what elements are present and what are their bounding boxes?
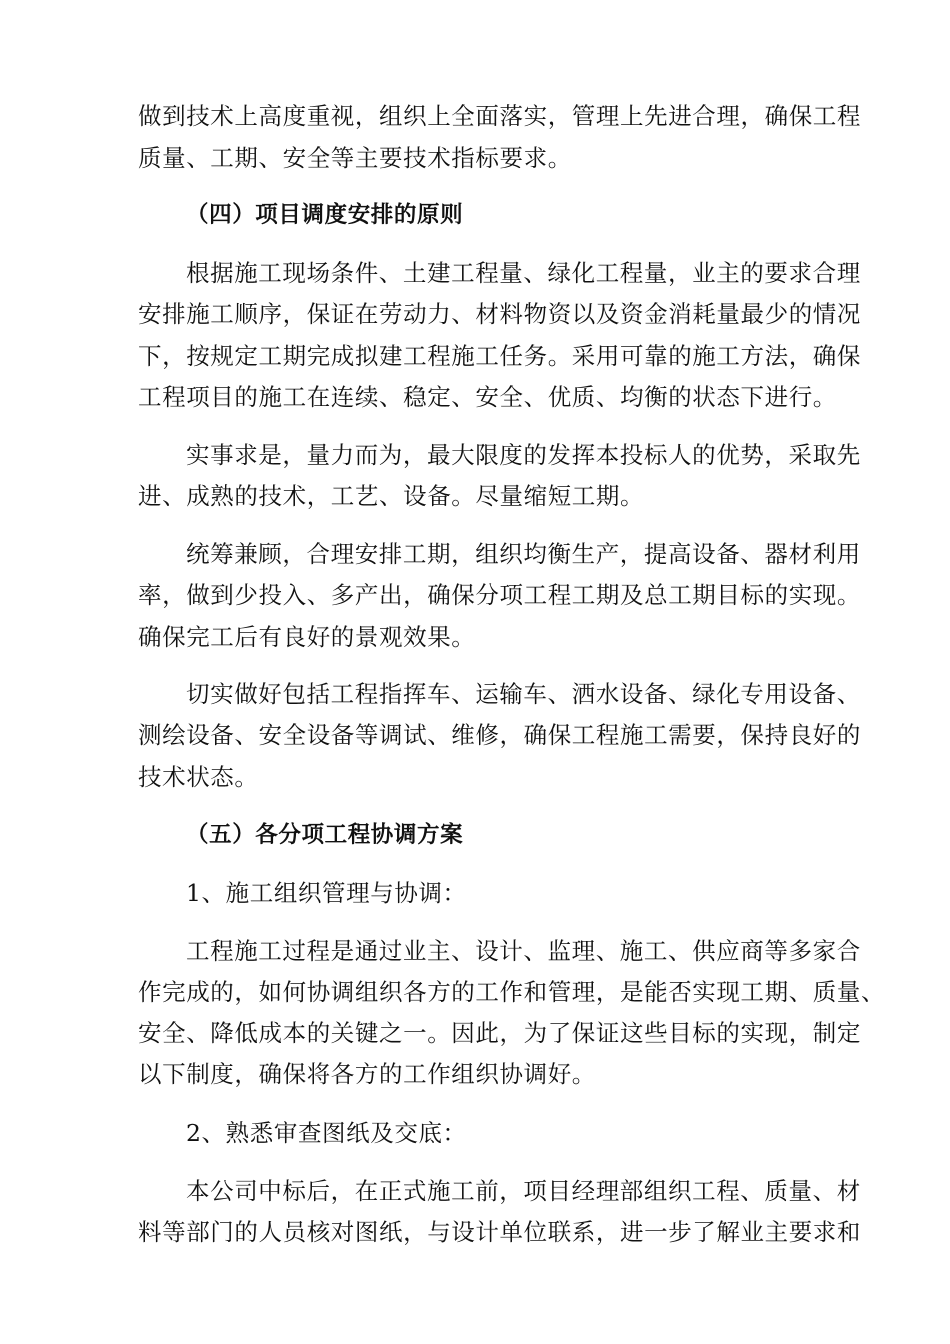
text-line: 切实做好包括工程指挥车、运输车、洒水设备、绿化专用设备、	[186, 680, 861, 708]
text-line: 料等部门的人员核对图纸，与设计单位联系，进一步了解业主要求和	[138, 1218, 861, 1246]
section-heading-4: （四）项目调度安排的原则	[186, 202, 464, 228]
text-line: 质量、工期、安全等主要技术指标要求。	[138, 144, 572, 172]
subheading-2: 2、熟悉审查图纸及交底：	[186, 1119, 467, 1147]
text-line: 安全、降低成本的关键之一。因此，为了保证这些目标的实现，制定	[138, 1019, 861, 1047]
section-heading-5: （五）各分项工程协调方案	[186, 822, 464, 848]
text-line: 测绘设备、安全设备等调试、维修，确保工程施工需要，保持良好的	[138, 721, 861, 749]
text-line: 根据施工现场条件、土建工程量、绿化工程量，业主的要求合理	[186, 259, 861, 287]
text-line: 实事求是，量力而为，最大限度的发挥本投标人的优势，采取先	[186, 441, 861, 469]
text-line: 确保完工后有良好的景观效果。	[138, 623, 476, 651]
text-line: 统筹兼顾，合理安排工期，组织均衡生产，提高设备、器材利用	[186, 540, 861, 568]
subheading-1: 1、施工组织管理与协调：	[186, 879, 467, 907]
text-line: 安排施工顺序，保证在劳动力、材料物资以及资金消耗量最少的情况	[138, 300, 861, 328]
text-line: 工程施工过程是通过业主、设计、监理、施工、供应商等多家合	[186, 937, 861, 965]
text-line: 下，按规定工期完成拟建工程施工任务。采用可靠的施工方法，确保	[138, 342, 861, 370]
text-line: 作完成的，如何协调组织各方的工作和管理，是能否实现工期、质量、	[138, 978, 886, 1006]
text-line: 工程项目的施工在连续、稳定、安全、优质、均衡的状态下进行。	[138, 383, 837, 411]
text-line: 技术状态。	[138, 763, 259, 791]
text-line: 进、成熟的技术，工艺、设备。尽量缩短工期。	[138, 482, 645, 510]
text-line: 以下制度，确保将各方的工作组织协调好。	[138, 1060, 596, 1088]
text-line: 率，做到少投入、多产出，确保分项工程工期及总工期目标的实现。	[138, 581, 861, 609]
text-line: 本公司中标后，在正式施工前，项目经理部组织工程、质量、材	[186, 1177, 861, 1205]
text-line: 做到技术上高度重视，组织上全面落实，管理上先进合理，确保工程	[138, 102, 861, 130]
